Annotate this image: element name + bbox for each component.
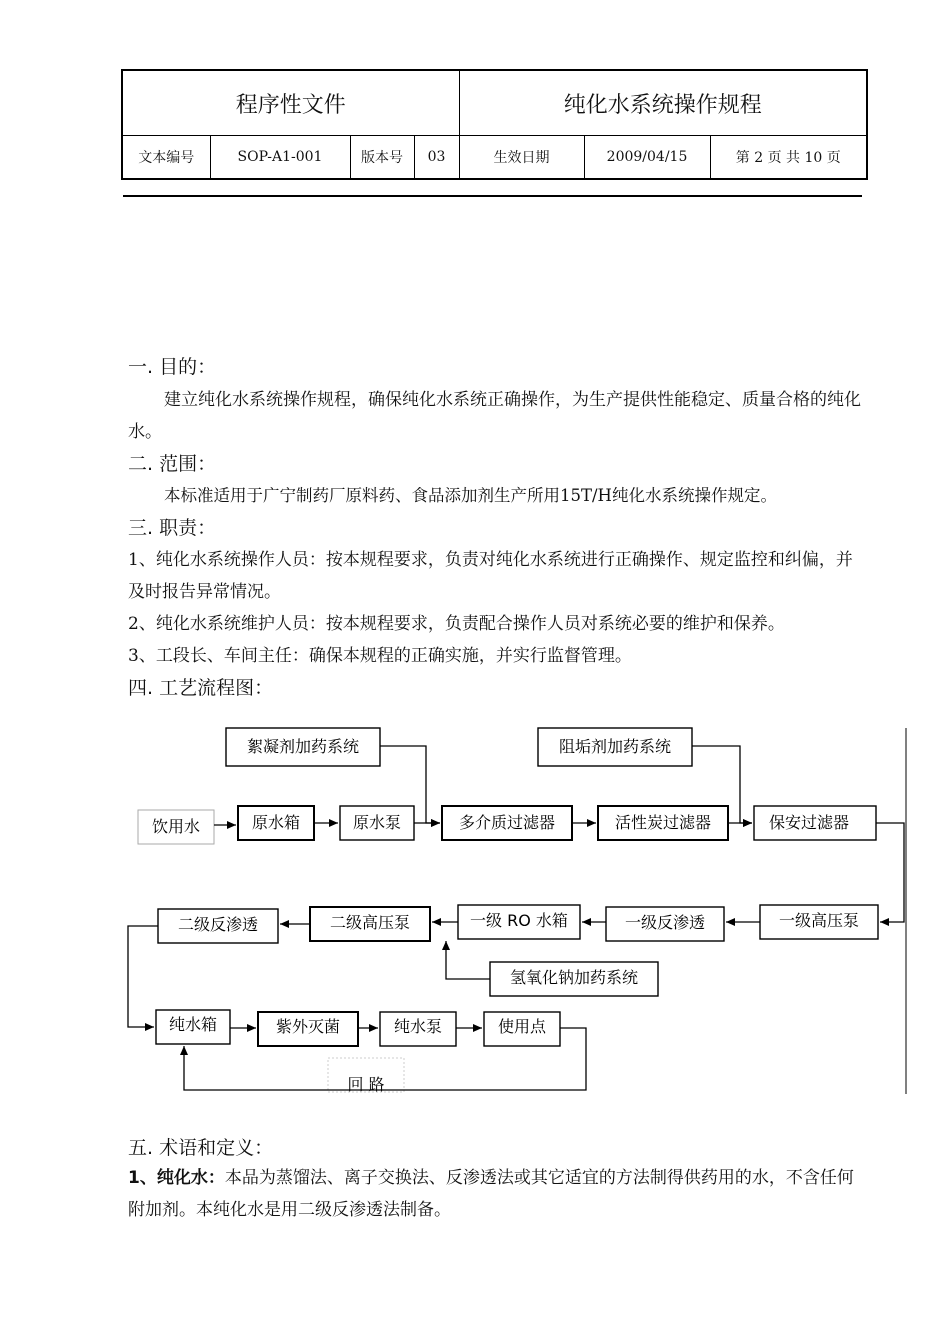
hp-pump-1-label: 一级高压泵: [778, 911, 860, 930]
doc-title: 纯化水系统操作规程: [459, 70, 867, 136]
flocculant-label: 絮凝剂加药系统: [246, 737, 360, 756]
ro-2-label: 二级反渗透: [177, 915, 259, 934]
doc-no: SOP-A1-001: [210, 136, 350, 180]
antiscalant-label: 阻垢剂加药系统: [558, 737, 672, 756]
raw-tank-label: 原水箱: [251, 813, 301, 832]
scope-heading: 二. 范围：: [128, 453, 217, 475]
hp-pump-2-label: 二级高压泵: [329, 913, 411, 932]
use-point-label: 使用点: [497, 1017, 547, 1036]
pure-pump-label: 纯水泵: [393, 1017, 443, 1036]
uv-label: 紫外灭菌: [275, 1017, 341, 1036]
doc-no-label: 文本编号: [122, 136, 210, 180]
security-filter-label: 保安过滤器: [768, 813, 850, 832]
purpose-text: 建立纯化水系统操作规程，确保纯化水系统正确操作，为生产提供性能稳定、质量合格的纯化水。: [128, 390, 861, 442]
version-label: 版本号: [350, 136, 414, 180]
process-flow-diagram: [120, 722, 920, 1102]
term-1-text: 本品为蒸馏法、离子交换法、反渗透法或其它适宜的方法制得供药用的水，不含任何附加剂。本纯化水是用二级反渗透法制备。: [128, 1168, 854, 1220]
scope-text: 本标准适用于广宁制药厂原料药、食品添加剂生产所用15T/H纯化水系统操作规定。: [164, 486, 777, 505]
ro-tank-1-label: 一级 RO 水箱: [470, 911, 568, 930]
loop-label: 回 路: [347, 1075, 385, 1094]
duty-item-2: 2、纯化水系统维护人员：按本规程要求，负责配合操作人员对系统必要的维护和保养。: [128, 614, 785, 634]
duty-heading: 三. 职责：: [128, 517, 217, 539]
naoh-label: 氢氧化钠加药系统: [509, 968, 639, 987]
duty-item-1: 1、纯化水系统操作人员：按本规程要求，负责对纯化水系统进行正确操作、规定监控和纠偏，并及时报告异常情况。: [128, 550, 853, 602]
carbon-filter-label: 活性炭过滤器: [614, 813, 712, 832]
effective-label: 生效日期: [459, 136, 584, 180]
ro-1-label: 一级反渗透: [624, 913, 706, 932]
doc-type: 程序性文件: [122, 70, 459, 136]
drinking-water-label: 饮用水: [151, 817, 201, 836]
purpose-heading: 一. 目的：: [128, 356, 217, 378]
page-info: 第 2 页 共 10 页: [710, 136, 867, 180]
term-1-label: 1、纯化水：: [128, 1168, 225, 1188]
version: 03: [414, 136, 459, 180]
flow-heading: 四. 工艺流程图：: [128, 677, 274, 699]
effective-date: 2009/04/15: [584, 136, 710, 180]
header-rule: [123, 195, 862, 197]
multimedia-filter-label: 多介质过滤器: [458, 813, 556, 832]
pure-tank-label: 纯水箱: [168, 1015, 218, 1034]
raw-pump-label: 原水泵: [352, 813, 402, 832]
term-1: [128, 1162, 862, 1226]
document-header-table: [121, 69, 868, 180]
duty-item-3: 3、工段长、车间主任：确保本规程的正确实施，并实行监督管理。: [128, 646, 632, 666]
terms-heading: 五. 术语和定义：: [128, 1137, 274, 1159]
